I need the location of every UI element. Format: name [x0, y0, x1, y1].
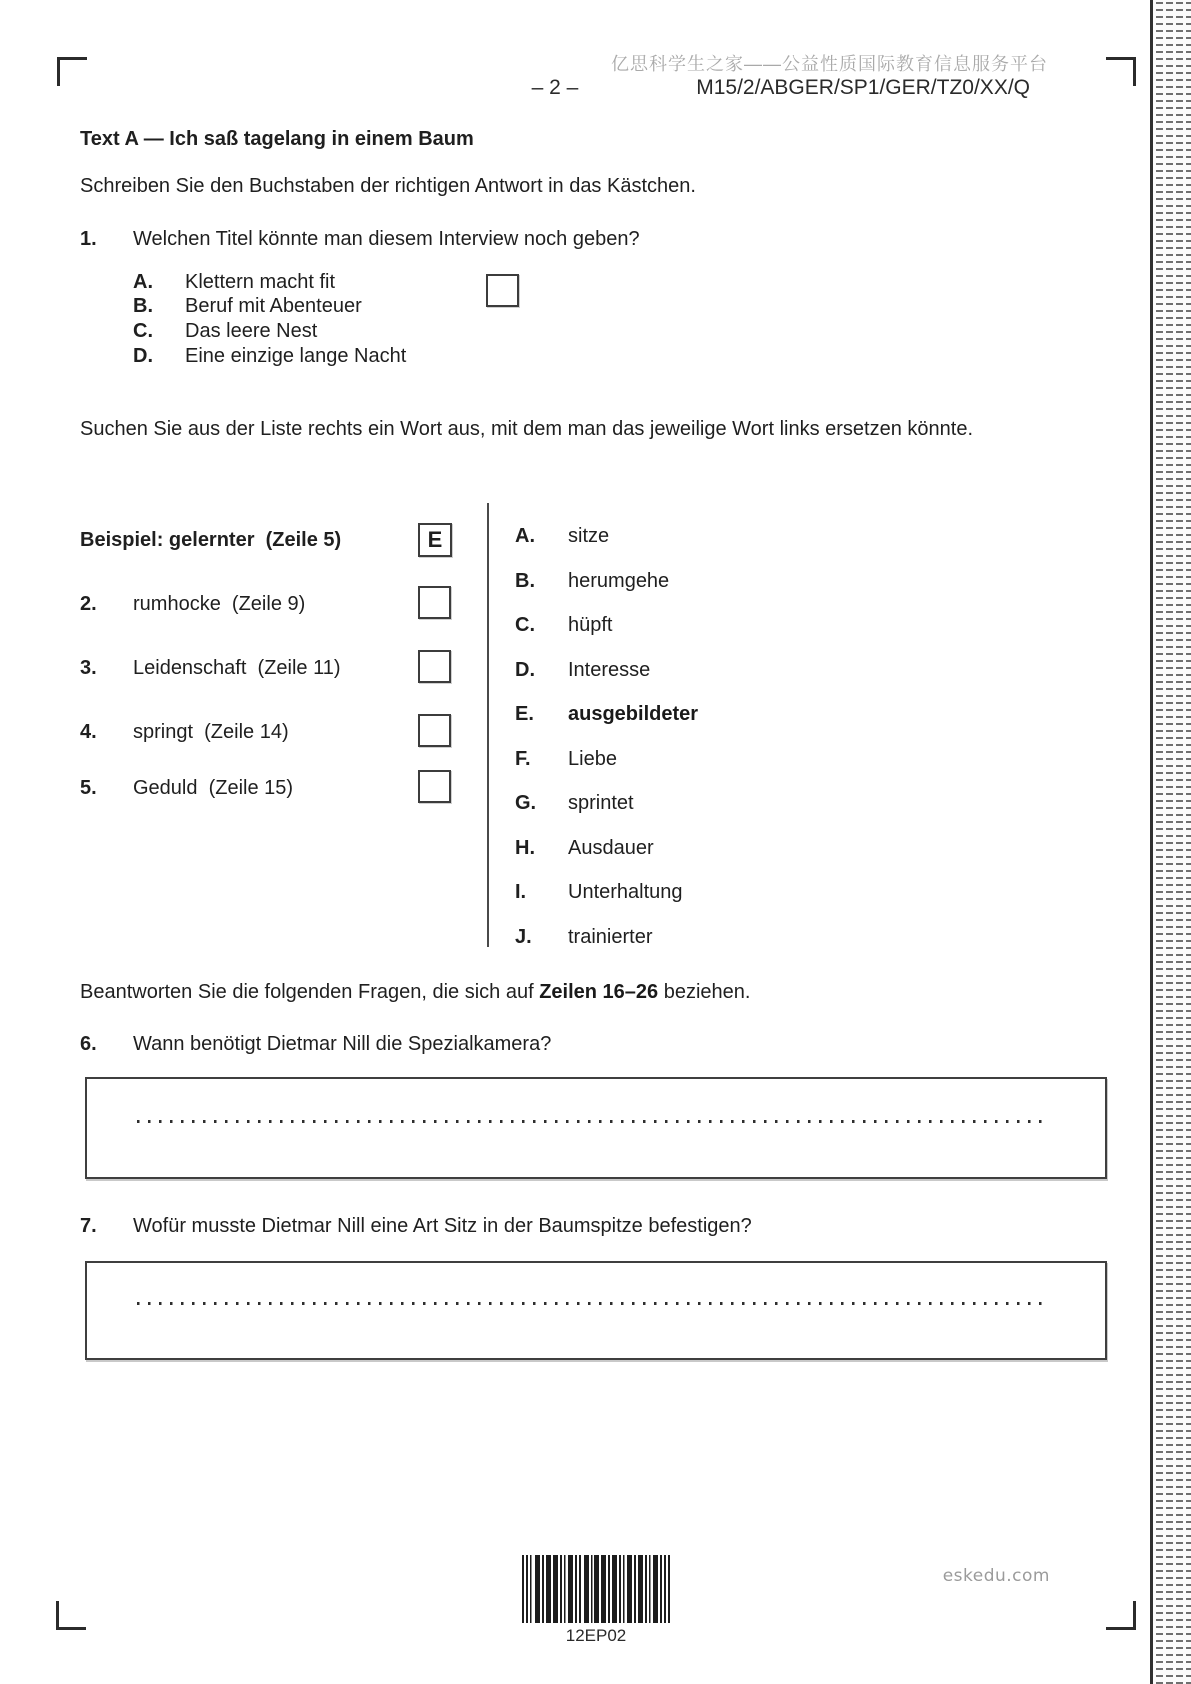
- instruction-2: Suchen Sie aus der Liste rechts ein Wort aus, mit dem man das jeweilige Wort links ersetzen könnte.: [80, 418, 974, 440]
- q1-answer-box: [486, 274, 519, 307]
- q6-answer-area: [85, 1077, 1107, 1179]
- item-number: 5.: [80, 776, 97, 799]
- column-divider: [487, 503, 489, 947]
- item-text: rumhocke (Zeile 9): [133, 592, 306, 615]
- option-letter: C.: [133, 319, 153, 342]
- scan-edge-texture: [1150, 0, 1191, 1684]
- barcode-label: 12EP02: [565, 1626, 627, 1645]
- barcode: [522, 1555, 670, 1623]
- choice-letter: F.: [515, 747, 531, 770]
- option-letter: A.: [133, 270, 153, 293]
- q1-text: Welchen Titel könnte man diesem Interview noch geben?: [133, 228, 640, 250]
- choice-letter: I.: [515, 880, 527, 903]
- site-watermark: eskedu.com: [942, 1566, 1050, 1586]
- crop-mark-top-right-icon: [1106, 57, 1136, 86]
- option-text: Eine einzige lange Nacht: [185, 344, 407, 367]
- option-text: Das leere Nest: [185, 319, 318, 342]
- choice-text: Unterhaltung: [568, 880, 683, 903]
- q7-text: Wofür musste Dietmar Nill eine Art Sitz in der Baumspitze befestigen?: [133, 1215, 752, 1237]
- item-3-answer-box: [418, 650, 451, 683]
- choice-text: Interesse: [568, 658, 651, 681]
- choice-text: herumgehe: [568, 569, 670, 592]
- option-text: Klettern macht fit: [185, 270, 336, 293]
- item-text: springt (Zeile 14): [133, 720, 289, 743]
- instruction-3-pre: Beantworten Sie die folgenden Fragen, die sich auf: [80, 981, 540, 1003]
- instruction-3: [80, 981, 750, 1004]
- item-5-answer-box: [418, 770, 451, 803]
- paper-code: M15/2/ABGER/SP1/GER/TZ0/XX/Q: [696, 76, 1030, 99]
- crop-mark-bottom-right-icon: [1106, 1601, 1136, 1630]
- option-text: Beruf mit Abenteuer: [185, 295, 362, 318]
- option-letter: D.: [133, 344, 153, 367]
- q1-options: [133, 270, 406, 368]
- q1-option: [133, 270, 406, 295]
- choice-letter: C.: [515, 613, 535, 636]
- choice-text: sprintet: [568, 791, 634, 814]
- item-text: Geduld (Zeile 15): [133, 776, 294, 799]
- option-letter: B.: [133, 295, 153, 318]
- choice-letter: D.: [515, 658, 535, 681]
- item-text: Leidenschaft (Zeile 11): [133, 656, 341, 679]
- item-2-answer-box: [418, 586, 451, 619]
- crop-mark-bottom-left-icon: [56, 1601, 86, 1630]
- item-number: 3.: [80, 656, 97, 679]
- crop-mark-top-left-icon: [57, 57, 87, 86]
- choice-text: Liebe: [568, 747, 617, 770]
- example-label: Beispiel: gelernter (Zeile 5): [80, 528, 342, 551]
- item-number: 2.: [80, 592, 97, 615]
- chinese-watermark: 亿思科学生之家——公益性质国际教育信息服务平台: [611, 54, 1048, 74]
- page-number: – 2 –: [531, 76, 579, 99]
- choice-letter: H.: [515, 836, 535, 859]
- item-4-answer-box: [418, 714, 451, 747]
- q7-answer-area: [85, 1261, 1107, 1360]
- choice-letter: G.: [515, 791, 537, 814]
- q1-option: [133, 319, 406, 344]
- q6-number: 6.: [80, 1033, 97, 1055]
- instruction-3-bold: Zeilen 16–26: [539, 981, 659, 1003]
- instruction-1: Schreiben Sie den Buchstaben der richtigen Antwort in das Kästchen.: [80, 175, 696, 197]
- q7-number: 7.: [80, 1215, 97, 1237]
- choice-text: hüpft: [568, 613, 613, 636]
- choice-text: Ausdauer: [568, 836, 654, 859]
- choice-letter: J.: [515, 925, 532, 948]
- example-answer-box: E: [418, 523, 452, 557]
- choice-text: trainierter: [568, 925, 653, 948]
- instruction-3-post: beziehen.: [658, 981, 751, 1003]
- q1-number: 1.: [80, 228, 97, 250]
- section-title: Text A — Ich saß tagelang in einem Baum: [80, 128, 474, 150]
- q7-answer-line: [137, 1302, 1045, 1305]
- choice-text: ausgebildeter: [568, 702, 699, 725]
- q1-option: [133, 344, 406, 369]
- q1-option: [133, 295, 406, 320]
- choice-letter: E.: [515, 702, 534, 725]
- q6-answer-line: [137, 1120, 1045, 1123]
- choice-letter: A.: [515, 524, 535, 547]
- item-number: 4.: [80, 720, 97, 743]
- q6-text: Wann benötigt Dietmar Nill die Spezialkamera?: [133, 1033, 552, 1055]
- choice-letter: B.: [515, 569, 535, 592]
- choice-text: sitze: [568, 524, 610, 547]
